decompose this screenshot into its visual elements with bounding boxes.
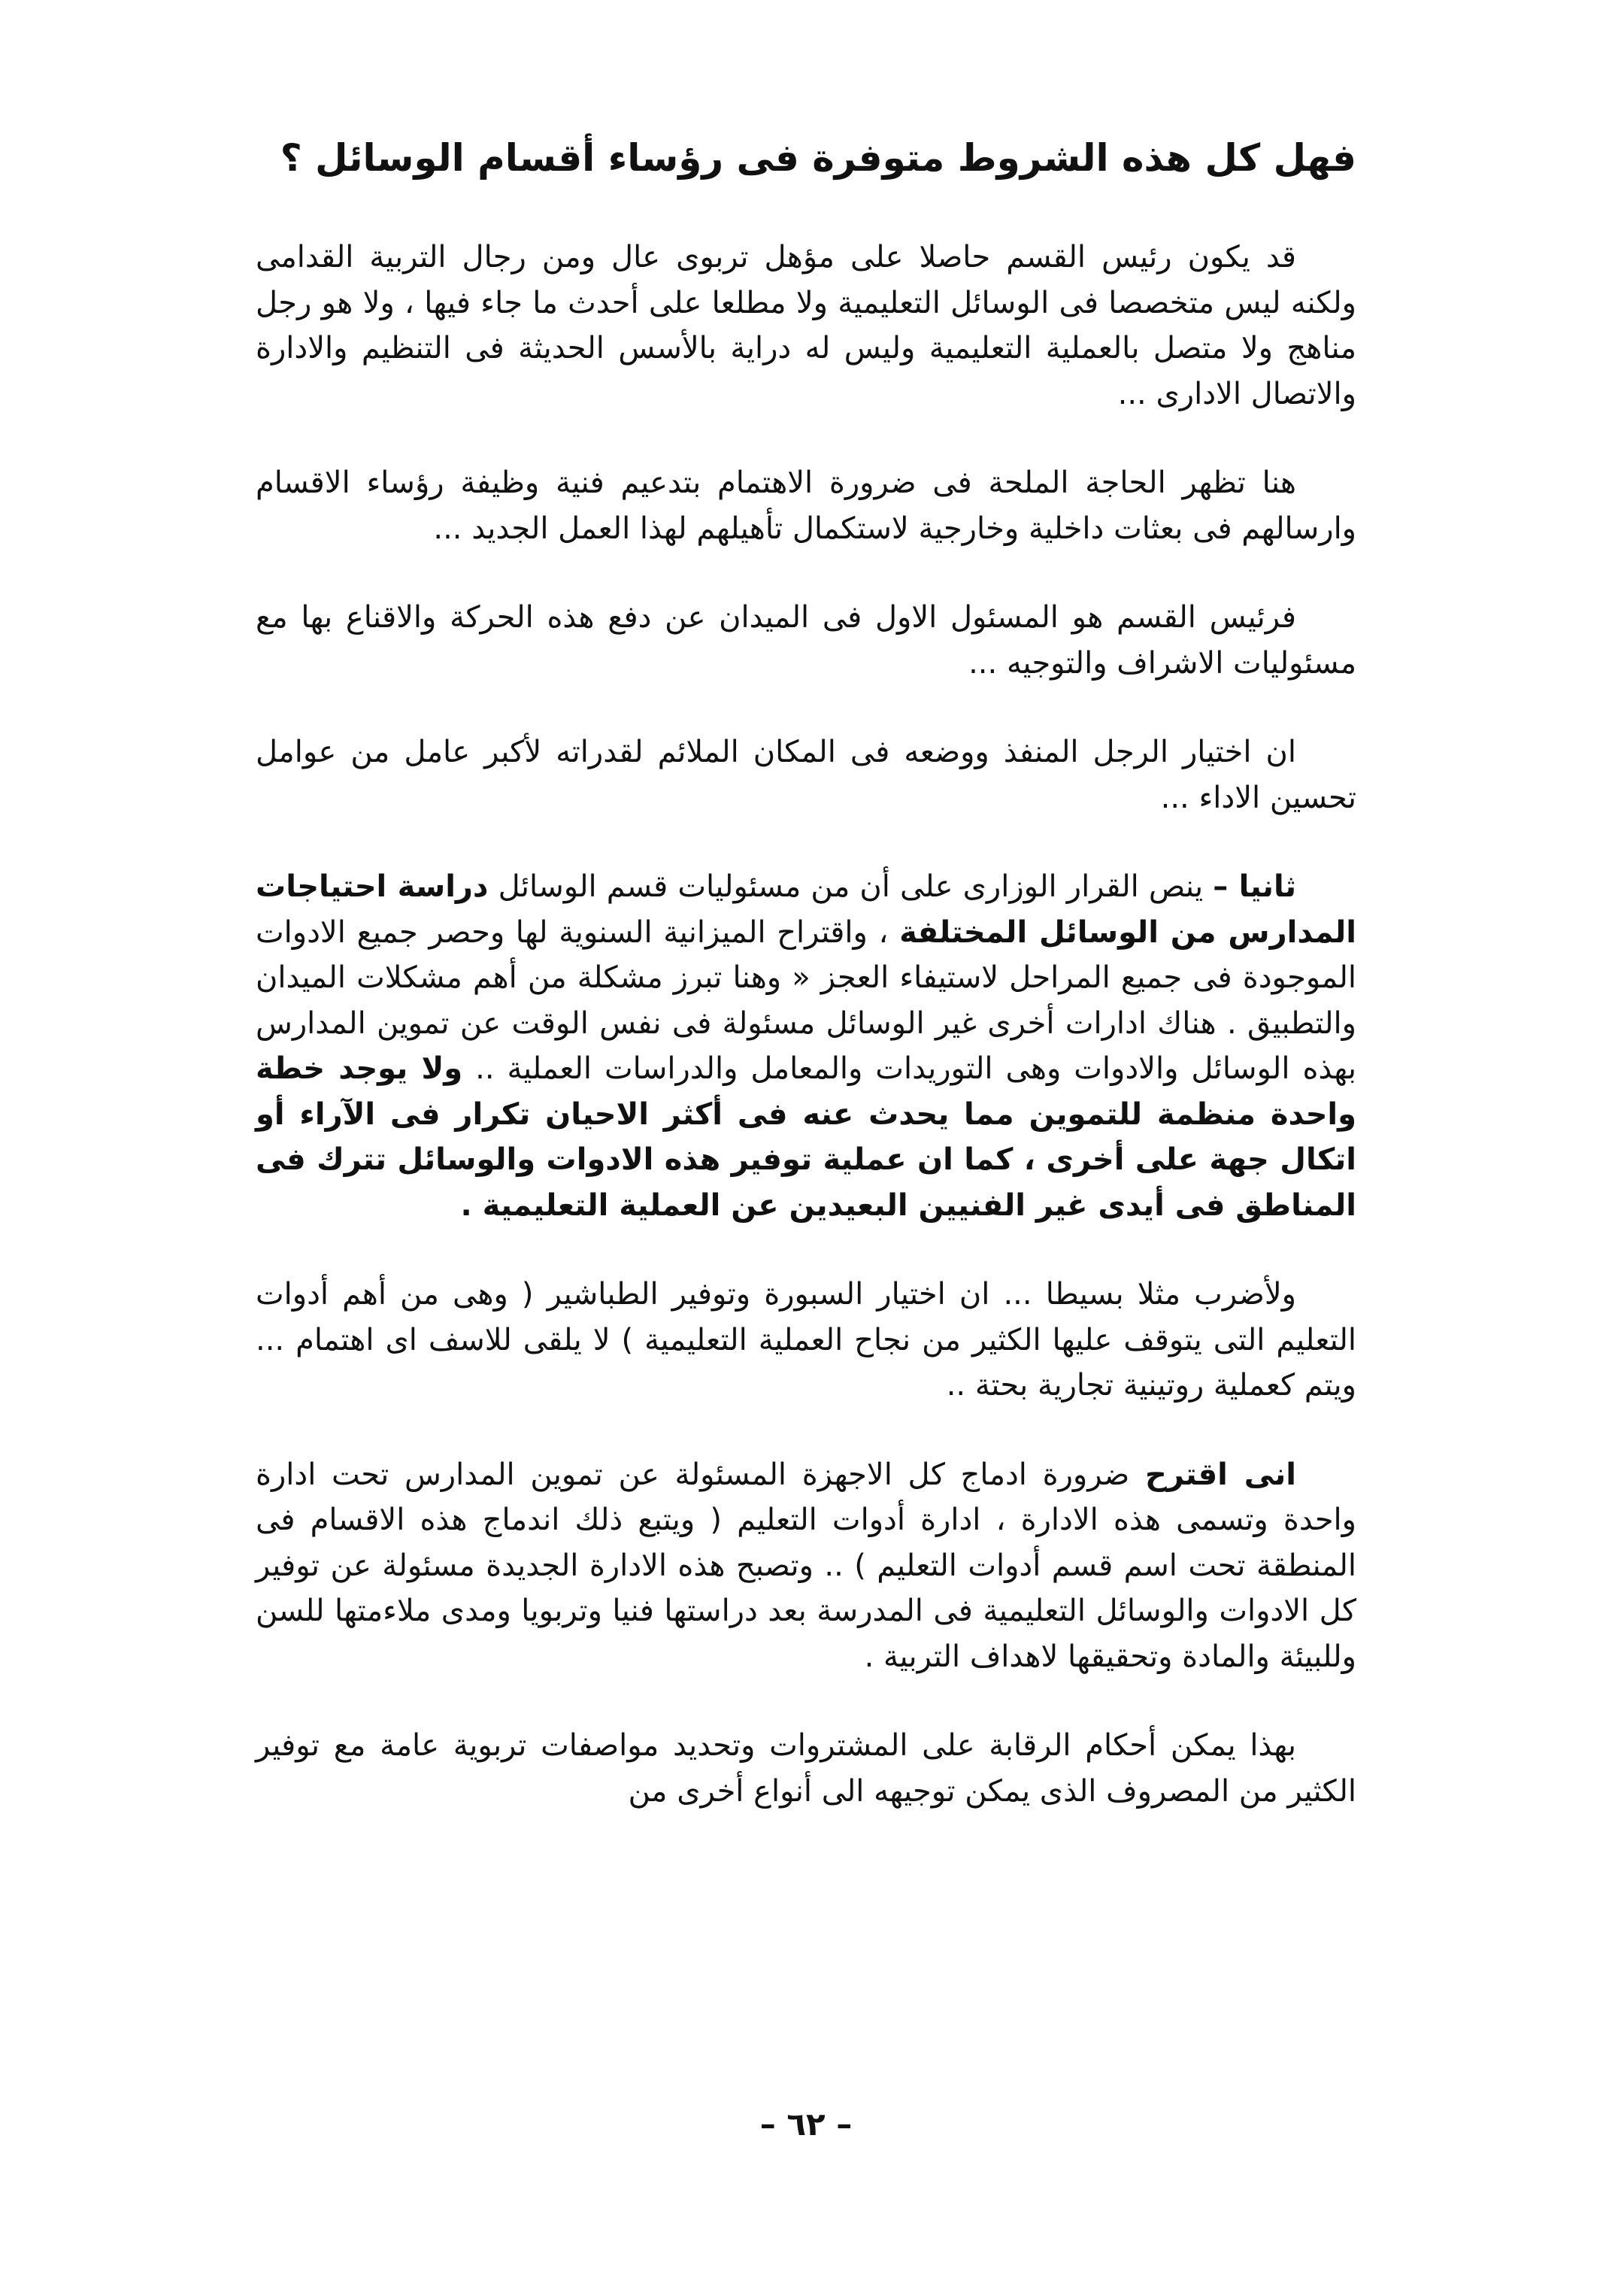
paragraph-5 <box>256 864 1356 1228</box>
paragraph-5-text-1: ينص القرار الوزارى على أن من مسئوليات قسم الوسائل <box>488 869 1214 904</box>
paragraph-6: ولأضرب مثلا بسيطا ... ان اختيار السبورة وتوفير الطباشير ( وهى من أهم أدوات التعليم التى يتوقف عليها الكثير من نجاح العملية التعليمية ) لا يلقى للاسف اى اهتمام ... ويتم كعملية روتينية تجارية بحتة .. <box>256 1277 1356 1403</box>
paragraph-2: هنا تظهر الحاجة الملحة فى ضرورة الاهتمام بتدعيم فنية وظيفة رؤساء الاقسام وارسالهم فى بعثات داخلية وخارجية لاستكمال تأهيلهم لهذا العمل الجديد ... <box>256 466 1356 546</box>
paragraph-8: بهذا يمكن أحكام الرقابة على المشتروات وتحديد مواصفات تربوية عامة مع توفير الكثير من المصروف الذى يمكن توجيهه الى أنواع أخرى من <box>256 1728 1356 1809</box>
paragraph-5-bold-2: ولا يوجد خطة واحدة منظمة للتموين مما يحدث عنه فى أكثر الاحيان تكرار فى الآراء أو اتكال جهة على أخرى ، كما ان عملية توفير هذه الادوات والوسائل تترك فى المناطق فى أيدى غير الفنيين البعيدين عن العملية التعليمية . <box>256 1051 1356 1223</box>
page-number: – ٦٢ – <box>759 2106 853 2143</box>
paragraph-7 <box>256 1452 1356 1680</box>
paragraph-5-lead: ثانيا – <box>1213 869 1296 904</box>
paragraph-1: قد يكون رئيس القسم حاصلا على مؤهل تربوى عال ومن رجال التربية القدامى ولكنه ليس متخصصا فى الوسائل التعليمية ولا مطلعا على أحدث ما جاء فيها ، ولا هو رجل مناهج ولا متصل بالعملية التعليمية وليس له دراية بالأسس الحديثة فى التنظيم والادارة والاتصال الادارى ... <box>256 240 1356 411</box>
paragraph-4: ان اختيار الرجل المنفذ ووضعه فى المكان الملائم لقدراته لأكبر عامل من عوامل تحسين الاداء ... <box>256 735 1356 815</box>
paragraph-7-text: ضرورة ادماج كل الاجهزة المسئولة عن تموين المدارس تحت ادارة واحدة وتسمى هذه الادارة ، ادارة أدوات التعليم ( ويتبع ذلك اندماج هذه الاقسام فى المنطقة تحت اسم قسم أدوات التعليم ) .. وتصبح هذه الادارة الجديدة مسئولة عن توفير كل الادوات والوسائل التعليمية فى المدرسة بعد دراستها فنيا وتربويا ومدى ملاءمتها للسن وللبيئة والمادة وتحقيقها لاهداف التربية . <box>256 1457 1356 1674</box>
paragraph-3: فرئيس القسم هو المسئول الاول فى الميدان عن دفع هذه الحركة والاقناع بها مع مسئوليات الاشراف والتوجيه ... <box>256 600 1356 681</box>
section-heading: فهل كل هذه الشروط متوفرة فى رؤساء أقسام الوسائل ؟ <box>280 136 1356 180</box>
paragraph-5-bold-1: دراسة احتياجات المدارس من الوسائل المختلفة <box>256 869 1356 950</box>
paragraph-5-text-2: ، واقتراح الميزانية السنوية لها وحصر جميع الادوات الموجودة فى جميع المراحل لاستيفاء العجز « وهنا تبرز مشكلة من أهم مشكلات الميدان والتطبيق . هناك ادارات أخرى غير الوسائل مسئولة فى نفس الوقت عن تموين المدارس بهذه الوسائل والادوات وهى التوريدات والمعامل والدراسات العملية .. <box>256 914 1356 1086</box>
paragraph-7-lead: انى اقترح <box>1144 1457 1296 1492</box>
